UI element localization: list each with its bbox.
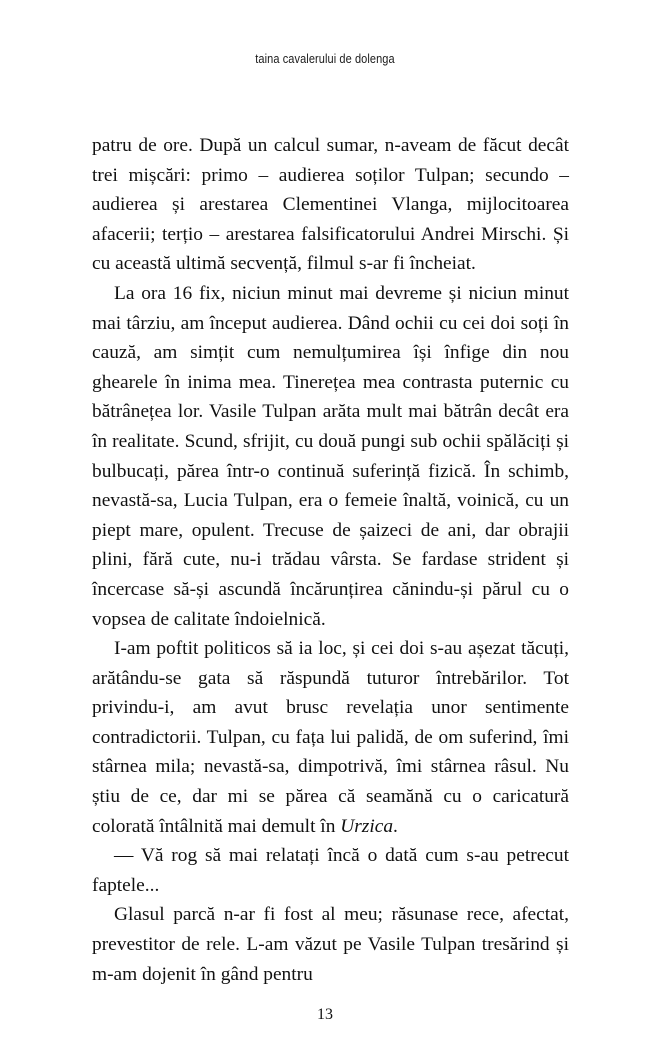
- paragraph-5: Glasul parcă n-ar fi fost al meu; răsunase rece, afectat, prevestitor de rele. L-am văzut pe Vasile Tulpan tresărind și m-am dojenit în gând pentru: [92, 904, 569, 985]
- publication-title-urzica: Urzica: [340, 815, 394, 837]
- page-number: 13: [317, 1006, 333, 1023]
- body-text: [92, 131, 569, 989]
- paragraph-3: [92, 634, 569, 841]
- paragraph-4-dialogue: — Vă rog să mai relatați încă o dată cum s-au petrecut faptele...: [92, 845, 569, 896]
- paragraph-3-text-before-italic: I-am poftit politicos să ia loc, și cei doi s-au așezat tăcuți, arătându-se gata să răspundă tuturor întrebărilor. Tot privindu-i, am avut brusc revelația unor sentimente contradictorii. Tulpan, cu fața lui palidă, de om suferind, îmi stârnea mila; nevastă-sa, dimpotrivă, îmi stârnea râsul. Nu știu de ce, dar mi se părea că seamănă cu o caricatură colorată întâlnită mai demult în: [92, 638, 569, 837]
- paragraph-2: La ora 16 fix, niciun minut mai devreme și niciun minut mai târziu, am început audierea. Dând ochii cu cei doi soți în cauză, am simțit cum nemulțumirea își înfige din nou ghearele în inima mea. Tinerețea mea contrasta puternic cu bătrânețea lor. Vasile Tulpan arăta mult mai bătrân decât era în realitate. Scund, sfrijit, cu două pungi sub ochii spălăciți și bulbucați, părea într-o continuă suferință fizică. În schimb, nevastă-sa, Lucia Tulpan, era o femeie înaltă, voinică, cu un piept mare, opulent. Trecuse de șaizeci de ani, dar obrajii plini, fără cute, nu-i trădau vârsta. Se fardase strident și încercase să-și ascundă încărunțirea cănindu-și părul cu o vopsea de calitate îndoielnică.: [92, 282, 569, 630]
- paragraph-3-text-after-italic: .: [393, 815, 398, 837]
- running-head: taina cavalerului de dolenga: [255, 52, 395, 66]
- paragraph-1: patru de ore. După un calcul sumar, n-aveam de făcut decât trei mișcări: primo – audierea soților Tulpan; secundo – audierea și arestarea Clementinei Vlanga, mijlocitoarea afacerii; terțio – arestarea falsificatorului Andrei Mirschi. Și cu această ultimă secvență, filmul s-ar fi încheiat.: [92, 135, 569, 275]
